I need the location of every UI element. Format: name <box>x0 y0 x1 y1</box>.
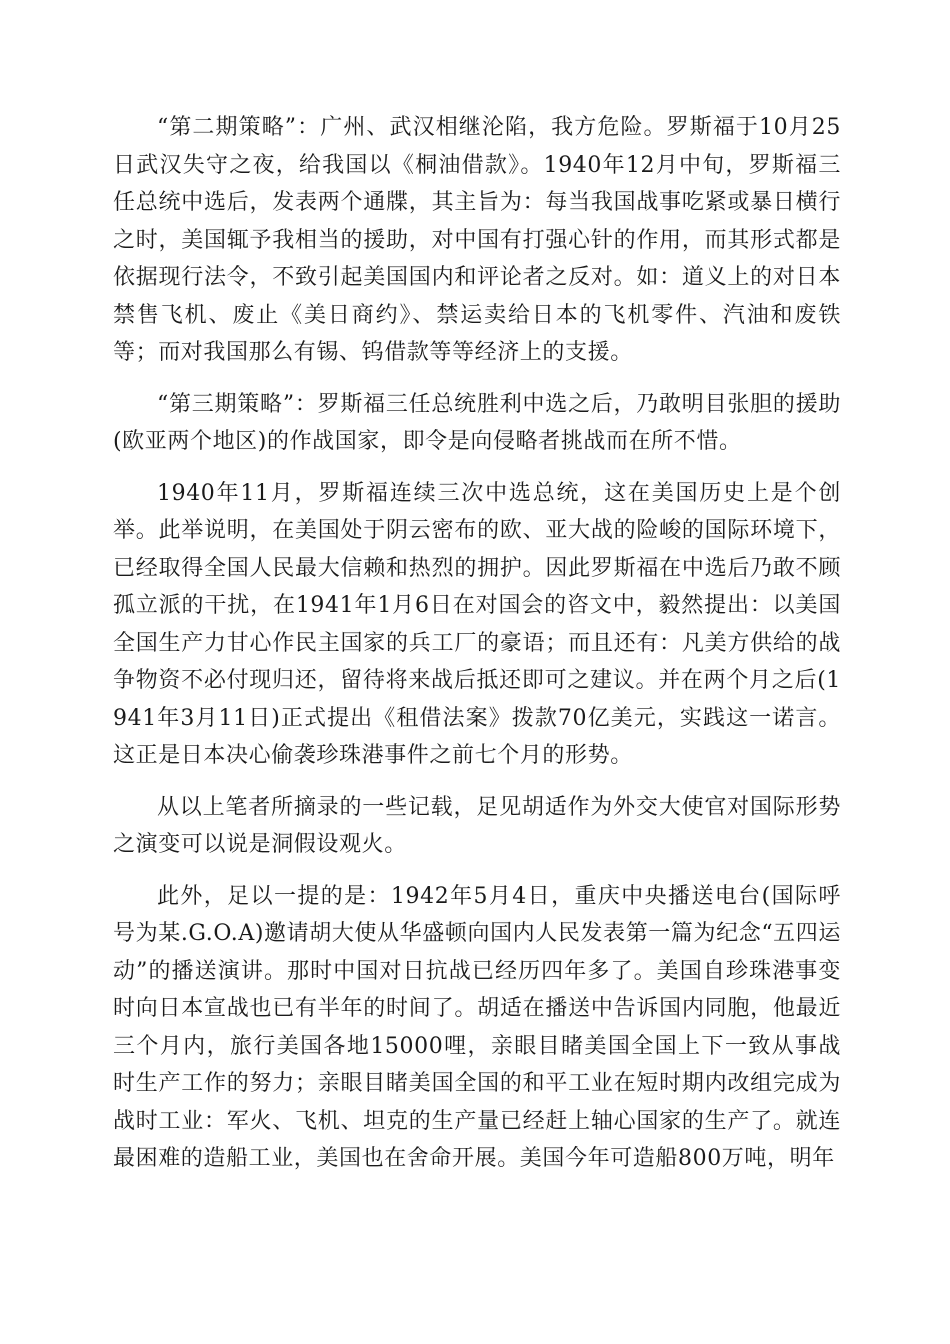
document-body <box>113 109 841 1192</box>
paragraph-1940-election: 1940年11月，罗斯福连续三次中选总统，这在美国历史上是个创举。此举说明，在美国处于阴云密布的欧、亚大战的险峻的国际环境下，已经取得全国人民最大信赖和热烈的拥护。因此罗斯福在中选后乃敢不顾孤立派的干扰，在1941年1月6日在对国会的咨文中，毅然提出：以美国全国生产力甘心作民主国家的兵工厂的豪语；而且还有：凡美方供给的战争物资不必付现归还，留待将来战后抵还即可之建议。并在两个月之后(1941年3月11日)正式提出《租借法案》拨款70亿美元，实践这一诺言。这正是日本决心偷袭珍珠港事件之前七个月的形势。 <box>113 480 841 768</box>
paragraph-1942-broadcast: 此外，足以一提的是：1942年5月4日，重庆中央播送电台(国际呼号为某.G.O.A)邀请胡大使从华盛顿向国内人民发表第一篇为纪念“五四运动”的播送演讲。那时中国对日抗战已经历四年多了。美国自珍珠港事变时向日本宣战也已有半年的时间了。胡适在播送中告诉国内同胞，他最近三个月内，旅行美国各地15000哩，亲眼目睹美国全国上下一致从事战时生产工作的努力；亲眼目睹美国全国的和平工业在短时期内改组完成为战时工业：军火、飞机、坦克的生产量已经赶上轴心国家的生产了。就连最困难的造船工业，美国也在舍命开展。美国今年可造船800万吨，明年 <box>113 883 841 1171</box>
paragraph-second-phase-strategy: “第二期策略”：广州、武汉相继沦陷，我方危险。罗斯福于10月25日武汉失守之夜，给我国以《桐油借款》。1940年12月中旬，罗斯福三任总统中选后，发表两个通牒，其主旨为：每当我国战事吃紧或暴日横行之时，美国辄予我相当的援助，对中国有打强心针的作用，而其形式都是依据现行法令，不致引起美国国内和评论者之反对。如：道义上的对日本禁售飞机、废止《美日商约》、禁运卖给日本的飞机零件、汽油和废铁等；而对我国那么有锡、钨借款等等经济上的支援。 <box>113 115 841 365</box>
paragraph-author-summary: 从以上笔者所摘录的一些记载，足见胡适作为外交大使官对国际形势之演变可以说是洞假设观火。 <box>113 794 841 857</box>
paragraph-third-phase-strategy: “第三期策略”：罗斯福三任总统胜利中选之后，乃敢明目张胆的援助(欧亚两个地区)的作战国家，即令是向侵略者挑战而在所不惜。 <box>113 391 841 454</box>
